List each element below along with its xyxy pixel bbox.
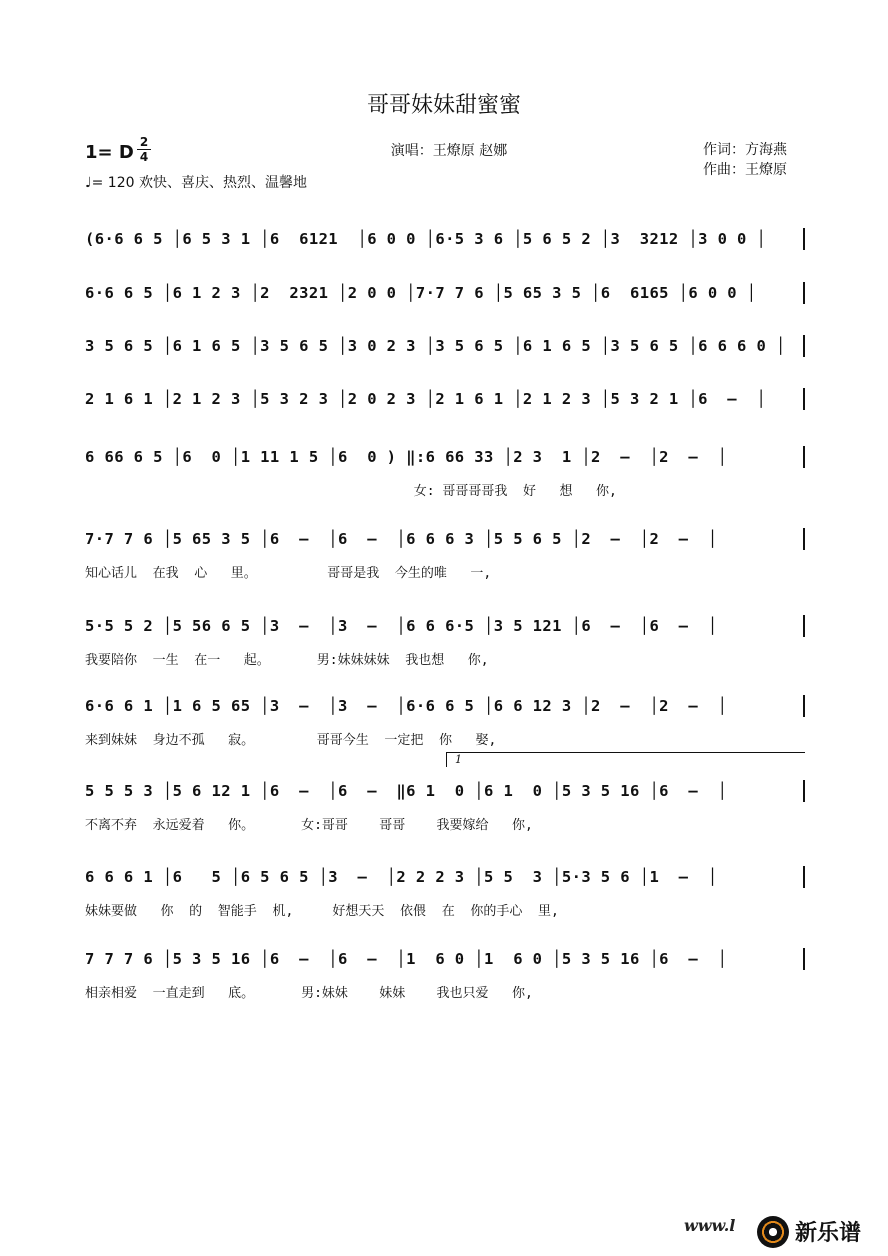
barline	[803, 695, 805, 717]
key-label: 1= D	[85, 142, 134, 163]
notation-line: 5 5 5 3 │5 6 12 1 │6 – │6 – ‖6 1 0 │6 1 0 │5 3 5 16 │6 – │	[85, 782, 728, 800]
lyric-line: 相亲相爱 一直走到 底。 男:妹妹 妹妹 我也只爱 你,	[85, 986, 533, 1001]
notation-line: 6·6 6 1 │1 6 5 65 │3 – │3 – │6·6 6 5 │6 6 12 3 │2 – │2 – │	[85, 697, 728, 715]
brand-logo: 新乐谱	[795, 1221, 862, 1246]
lyric-line: 女: 哥哥哥哥我 好 想 你,	[85, 484, 617, 499]
notation-line: 7·7 7 6 │5 65 3 5 │6 – │6 – │6 6 6 3 │5 5 6 5 │2 – │2 – │	[85, 530, 718, 548]
score-row	[0, 390, 888, 450]
barline	[803, 282, 805, 304]
notation-line: 5·5 5 2 │5 56 6 5 │3 – │3 – │6 6 6·5 │3 5 121 │6 – │6 – │	[85, 617, 718, 635]
lyric-line: 我要陪你 一生 在一 起。 男:妹妹妹妹 我也想 你,	[85, 653, 489, 668]
lyric-line: 妹妹要做 你 的 智能手 机, 好想天天 依偎 在 你的手心 里,	[85, 904, 559, 919]
barline	[803, 866, 805, 888]
barline	[803, 948, 805, 970]
score-row	[0, 782, 888, 842]
barline	[803, 528, 805, 550]
lyric-line: 不离不弃 永远爱着 你。 女:哥哥 哥哥 我要嫁给 你,	[85, 818, 533, 833]
score-row	[0, 950, 888, 1010]
time-bottom: 4	[139, 150, 149, 164]
composer: 作曲：王燎原	[703, 162, 787, 178]
score-row	[0, 337, 888, 397]
barline	[803, 228, 805, 250]
tempo-marking: ♩= 120 欢快、喜庆、热烈、温馨地	[85, 175, 307, 191]
credits	[703, 140, 787, 180]
barline	[803, 388, 805, 410]
score-row	[0, 868, 888, 928]
lyric-line: 来到妹妹 身边不孤 寂。 哥哥今生 一定把 你 娶,	[85, 733, 497, 748]
volta-bracket	[446, 752, 805, 767]
record-disc-icon	[757, 1216, 789, 1248]
barline	[803, 446, 805, 468]
notation-line: 6 66 6 5 │6 0 │1 11 1 5 │6 0 ) ‖:6 66 33 │2 3 1 │2 – │2 – │	[85, 448, 728, 466]
site-url: www.l	[684, 1216, 736, 1235]
notation-line: 3 5 6 5 │6 1 6 5 │3 5 6 5 │3 0 2 3 │3 5 6 5 │6 1 6 5 │3 5 6 5 │6 6 6 0 │	[85, 337, 786, 355]
time-top: 2	[139, 135, 149, 149]
score-row	[0, 617, 888, 677]
barline	[803, 335, 805, 357]
notation-line: 6·6 6 5 │6 1 2 3 │2 2321 │2 0 0 │7·7 7 6 │5 65 3 5 │6 6165 │6 0 0 │	[85, 284, 757, 302]
notation-line: 2 1 6 1 │2 1 2 3 │5 3 2 3 │2 0 2 3 │2 1 6 1 │2 1 2 3 │5 3 2 1 │6 – │	[85, 390, 767, 408]
notation-line: 7 7 7 6 │5 3 5 16 │6 – │6 – │1 6 0 │1 6 0 │5 3 5 16 │6 – │	[85, 950, 728, 968]
lyric-line: 知心话儿 在我 心 里。 哥哥是我 今生的唯 一,	[85, 566, 492, 581]
score-row	[0, 530, 888, 590]
barline	[803, 780, 805, 802]
singers: 演唱：王燎原 赵娜	[390, 143, 508, 159]
lyricist: 作词：方海燕	[703, 142, 787, 158]
score-row	[0, 448, 888, 508]
volta-label: 1	[455, 753, 462, 766]
notation-line: (6·6 6 5 │6 5 3 1 │6 6121 │6 0 0 │6·5 3 6 │5 6 5 2 │3 3212 │3 0 0 │	[85, 230, 767, 248]
notation-line: 6 6 6 1 │6 5 │6 5 6 5 │3 – │2 2 2 3 │5 5 3 │5·3 5 6 │1 – │	[85, 868, 718, 886]
score-row	[0, 284, 888, 344]
score-row	[0, 230, 888, 290]
score-row	[0, 697, 888, 757]
score-title: 哥哥妹妹甜蜜蜜	[366, 93, 521, 118]
barline	[803, 615, 805, 637]
